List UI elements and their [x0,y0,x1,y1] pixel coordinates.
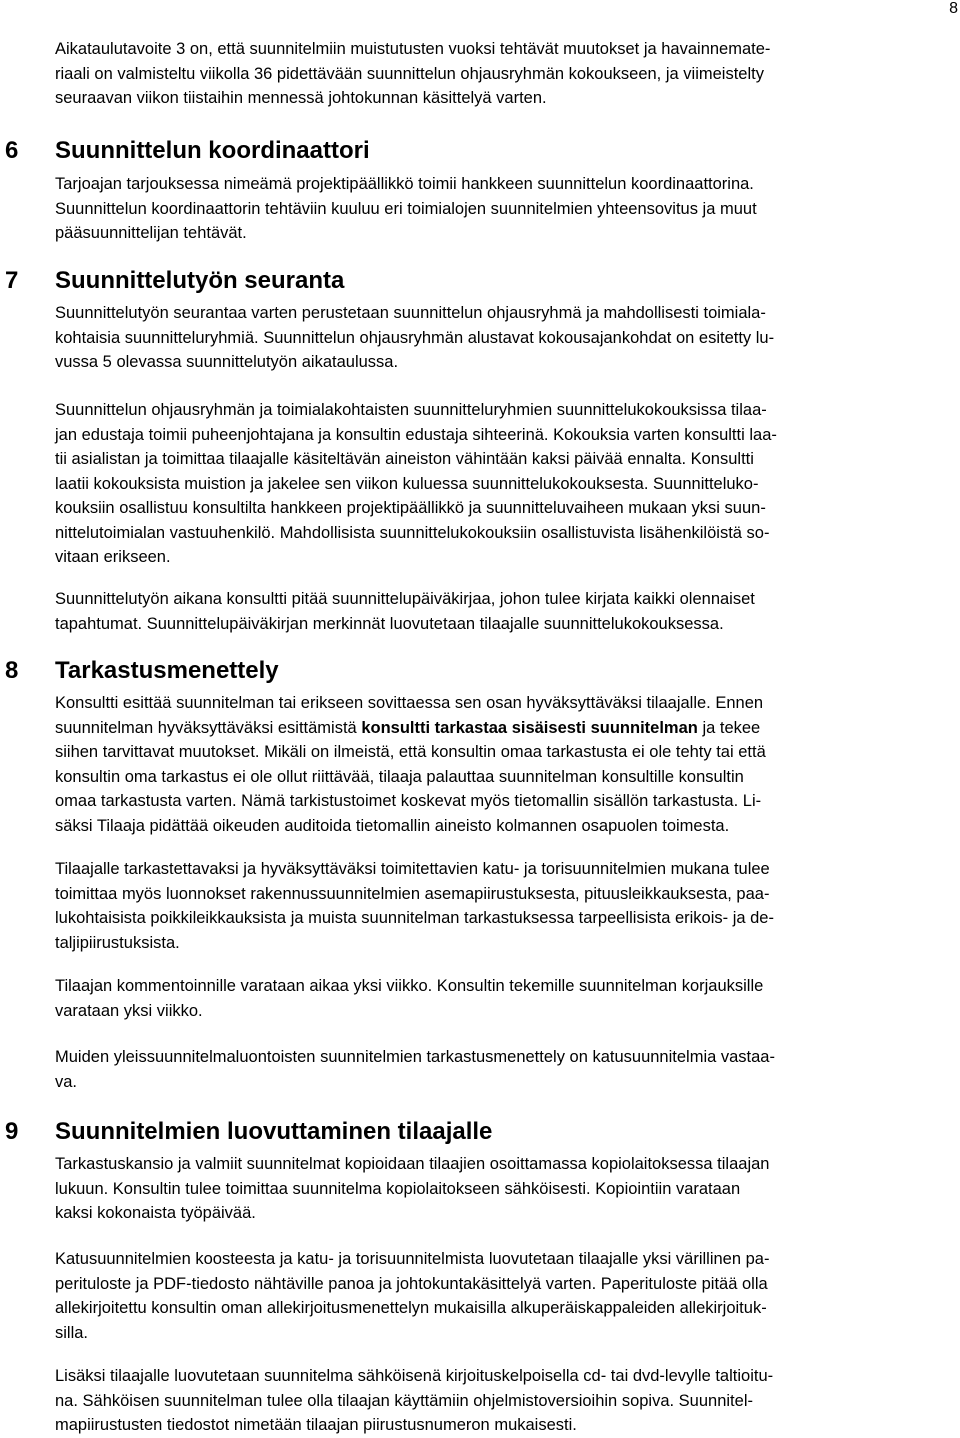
text-line: Suunnittelutyön aikana konsultti pitää suunnittelupäiväkirjaa, johon tulee kirjata kaikki olennaiset [55,590,755,608]
text-line: na. Sähköisen suunnitelman tulee olla tilaajan käyttämiin ohjelmistoversioihin sopiva. Suunnitel- [55,1391,753,1410]
text-line: Suunnittelutyön seurantaa varten perustetaan suunnittelun ohjausryhmä ja mahdollisesti toimiala- [55,304,766,322]
section-heading-6 [5,136,370,166]
text-line: laatii kokouksista muistion ja jakelee sen viikon kuluessa suunnittelukokouksesta. Suunnitteluko- [55,474,759,493]
paragraph [55,1045,955,1094]
paragraph [55,587,955,636]
text-line: vussa 5 olevassa suunnittelutyön aikataulussa. [55,353,399,371]
text-line: kohtaisia suunnitteluryhmiä. Suunnittelun ohjausryhmän alustavat kokousajankohdat on esitetty lu- [55,328,775,347]
text-fragment: suunnitelman hyväksyttäväksi esittämistä [55,718,362,737]
section-heading-9 [5,1117,492,1147]
text-line: nittelutoimialan vastuuhenkilö. Mahdollisista suunnittelukokouksiin osallistuvista lisähenkilöistä so- [55,523,770,542]
text-line: seuraavan viikon tiistaihin mennessä johtokunnan käsittelyä varten. [55,89,547,107]
intro-paragraph [55,37,955,111]
text-line: perituloste ja PDF-tiedosto nähtäville panoa ja johtokuntakäsittelyä varten. Paperituloste pitää olla [55,1274,768,1293]
text-line: tii asialistan ja toimittaa tilaajalle käsiteltävän aineiston vähintään kaksi päivää ennalta. Konsultti [55,450,754,468]
text-line: Lisäksi tilaajalle luovutetaan suunnitelma sähköisenä kirjoituskelpoisella cd- tai dvd-levylle taltioitu- [55,1367,774,1385]
text-line: Muiden yleissuunnitelmaluontoisten suunnitelmien tarkastusmenettely on katusuunnitelmia vastaa- [55,1048,775,1066]
text-line: Tarjoajan tarjouksessa nimeämä projektipäällikkö toimii hankkeen suunnittelun koordinaattorina. [55,175,754,193]
text-line: Suunnittelun ohjausryhmän ja toimialakohtaisten suunnitteluryhmien suunnittelukokouksissa tilaa- [55,401,767,419]
text-fragment: ja tekee [697,718,761,737]
text-line: jan edustaja toimii puheenjohtajana ja konsultin edustaja sihteerinä. Kokouksia varten konsultti laa- [55,425,777,444]
emphasized-text: konsultti tarkastaa sisäisesti suunnitelman [361,718,698,737]
text-line: pääsuunnittelijan tehtävät. [55,224,247,242]
paragraph [55,1364,955,1438]
section-number: 8 [5,657,19,684]
section-number: 9 [5,1118,19,1145]
text-line: silla. [55,1323,89,1342]
text-line: konsultin oma tarkastus ei ole ollut riittävää, tilaaja palauttaa suunnitelman konsultille konsultin [55,767,744,786]
text-line: riaali on valmisteltu viikolla 36 pidettävään suunnittelun ohjausryhmän kokoukseen, ja viimeistelty [55,64,764,83]
section-title: Suunnittelutyön seuranta [55,267,345,294]
text-line: omaa tarkastusta varten. Nämä tarkistustoimet koskevat myös tietomallin sisällön tarkastusta. Li- [55,792,762,810]
paragraph [55,691,955,838]
text-line: Aikataulutavoite 3 on, että suunnitelmiin muistutusten vuoksi tehtävät muutokset ja havainnemate- [55,40,771,58]
paragraph [55,974,955,1023]
text-line: Katusuunnitelmien koosteesta ja katu- ja torisuunnitelmista luovutetaan tilaajalle yksi värillinen pa- [55,1250,770,1268]
section-heading-8 [5,656,279,686]
paragraph [55,857,955,955]
text-line: kouksiin osallistuu konsultilta hankkeen projektipäällikkö ja suunnitteluvaiheen mukaan yksi suun- [55,499,766,517]
paragraph [55,1152,955,1226]
text-line: vitaan erikseen. [55,548,171,566]
text-line: Tilaajan kommentoinnille varataan aikaa yksi viikko. Konsultin tekemille suunnitelman korjauksille [55,977,764,995]
section-title: Suunnitelmien luovuttaminen tilaajalle [55,1118,493,1145]
text-line: kaksi kokonaista työpäivää. [55,1204,256,1222]
text-line: Tarkastuskansio ja valmiit suunnitelmat kopioidaan tilaajien osoittamassa kopiolaitoksessa tilaajan [55,1155,770,1173]
text-line: varataan yksi viikko. [55,1001,203,1020]
paragraph [55,398,955,570]
text-line: lukohtaisista poikkileikkauksista ja muista suunnitelman tarkastuksessa tarpeellisista erikois- ja de- [55,909,774,927]
text-line: taljipiirustuksista. [55,933,180,952]
text-line: allekirjoitettu konsultin oman allekirjoitusmenettelyn mukaisilla alkuperäiskappaleiden allekirjoituk- [55,1299,767,1317]
page-number: 8 [949,0,958,17]
section-title: Suunnittelun koordinaattori [55,137,370,164]
text-line: toimittaa myös luonnokset rakennussuunnitelmien asemapiirustuksesta, pituusleikkauksesta, paa- [55,884,770,903]
text-line: Konsultti esittää suunnitelman tai erikseen sovittaessa sen osan hyväksyttäväksi tilaajalle. Ennen [55,694,764,712]
paragraph [55,172,955,246]
section-title: Tarkastusmenettely [55,657,279,684]
text-line: Tilaajalle tarkastettavaksi ja hyväksyttäväksi toimitettavien katu- ja torisuunnitelmien mukana tulee [55,860,770,878]
text-line: säksi Tilaaja pidättää oikeuden auditoida tietomallin aineisto kolmannen osapuolen toimesta. [55,816,730,835]
text-line: lukuun. Konsultin tulee toimittaa suunnitelma kopiolaitokseen sähköisesti. Kopiointiin varataan [55,1179,741,1198]
section-number: 6 [5,137,19,164]
section-heading-7 [5,266,344,296]
section-number: 7 [5,267,19,294]
text-line: Suunnittelun koordinaattorin tehtäviin kuuluu eri toimialojen suunnitelmien yhteensovitus ja muut [55,199,757,218]
paragraph [55,1247,955,1345]
text-line: siihen tarvittavat muutokset. Mikäli on ilmeistä, että konsultin omaa tarkastusta ei ole tehty tai että [55,743,766,761]
paragraph [55,301,955,375]
text-line: tapahtumat. Suunnittelupäiväkirjan merkinnät luovutetaan tilaajalle suunnittelukokouksessa. [55,614,724,633]
text-line: va. [55,1072,78,1091]
text-line [55,716,955,741]
text-line: mapiirustusten tiedostot nimetään tilaajan piirustusnumeron mukaisesti. [55,1416,577,1434]
